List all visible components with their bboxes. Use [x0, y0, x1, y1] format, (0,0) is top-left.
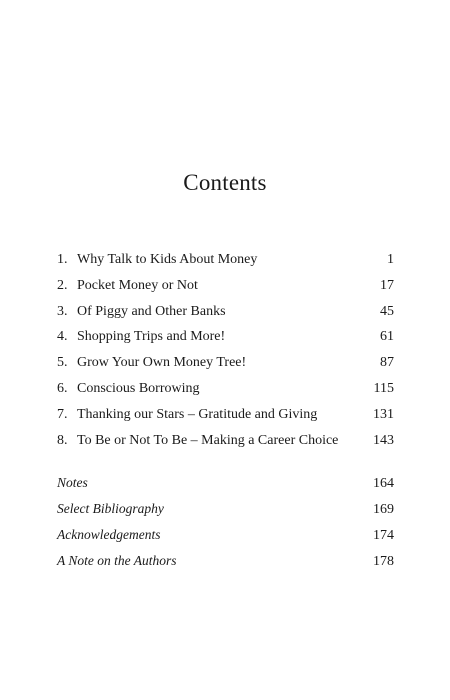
toc-entry	[57, 475, 394, 501]
toc-entry	[57, 329, 394, 355]
chapter-title: Shopping Trips and More!	[77, 329, 226, 345]
page-number: 115	[373, 380, 394, 396]
back-matter-title: A Note on the Authors	[57, 553, 177, 568]
page-number: 143	[373, 432, 394, 448]
chapter-title: To Be or Not To Be – Making a Career Choice	[77, 432, 339, 448]
back-matter-list	[57, 475, 394, 579]
back-matter-title: Notes	[57, 475, 88, 490]
page-number: 131	[373, 406, 394, 422]
toc-entry	[57, 304, 394, 330]
chapter-number: 4.	[57, 329, 68, 345]
page-number: 178	[373, 554, 394, 569]
toc-entry	[57, 252, 394, 278]
page-number: 61	[380, 329, 394, 345]
page-number: 1	[387, 252, 394, 267]
toc-entry	[57, 407, 394, 433]
back-matter-title: Acknowledgements	[57, 527, 161, 542]
toc-entry	[57, 433, 394, 459]
chapter-number: 7.	[57, 406, 68, 422]
chapter-title: Grow Your Own Money Tree!	[77, 355, 247, 371]
chapter-number: 6.	[57, 380, 68, 396]
page-number: 164	[373, 476, 394, 491]
page-number: 174	[373, 528, 394, 543]
chapter-number: 1.	[57, 252, 68, 267]
chapter-number: 5.	[57, 355, 68, 371]
page-number: 45	[380, 303, 394, 319]
chapter-title: Of Piggy and Other Banks	[77, 303, 226, 319]
chapter-list	[57, 252, 394, 458]
toc-entry	[57, 278, 394, 304]
toc-entry	[57, 355, 394, 381]
chapter-title: Pocket Money or Not	[77, 277, 198, 293]
chapter-number: 3.	[57, 303, 68, 319]
chapter-number: 2.	[57, 277, 68, 293]
page-number: 87	[380, 355, 394, 371]
chapter-number: 8.	[57, 432, 68, 448]
toc-entry	[57, 501, 394, 527]
chapter-title: Conscious Borrowing	[77, 380, 200, 396]
toc-entry	[57, 553, 394, 579]
toc-entry	[57, 527, 394, 553]
chapter-title: Why Talk to Kids About Money	[77, 252, 258, 267]
chapter-title: Thanking our Stars – Gratitude and Giving	[77, 406, 318, 422]
back-matter-title: Select Bibliography	[57, 501, 164, 516]
page-title: Contents	[183, 170, 267, 195]
page-number: 169	[373, 502, 394, 517]
page-number: 17	[380, 277, 394, 293]
toc-entry	[57, 381, 394, 407]
